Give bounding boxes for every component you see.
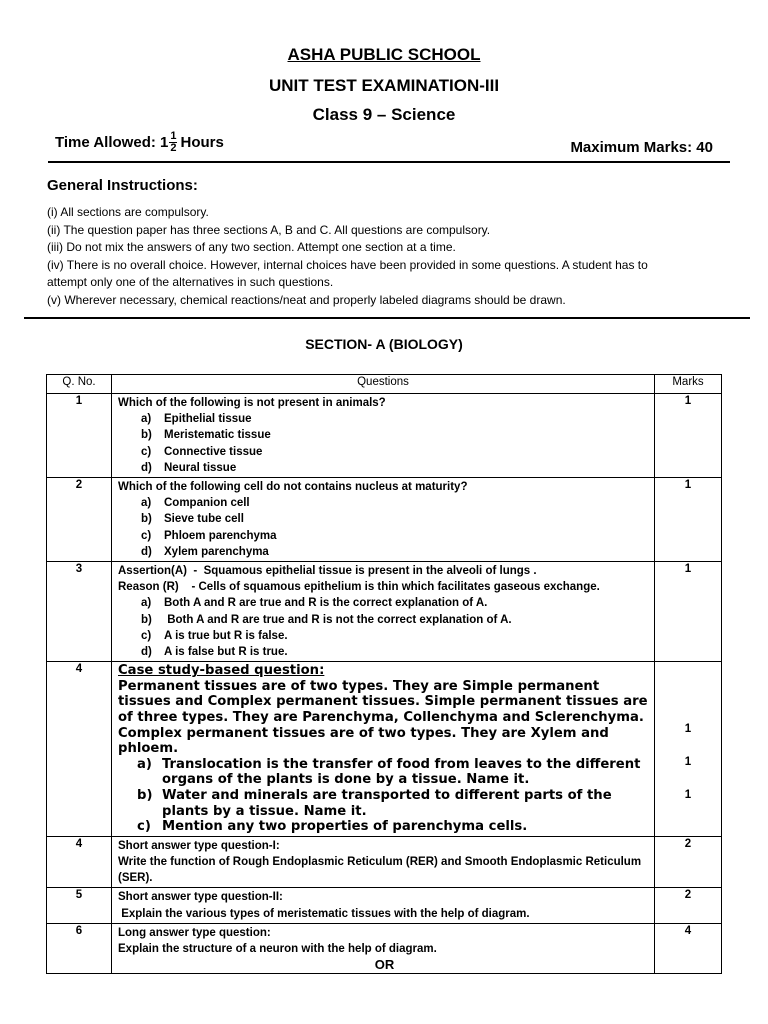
time-unit: Hours	[180, 134, 224, 151]
header-questions: Questions	[112, 375, 655, 394]
or-separator: OR	[374, 957, 395, 973]
sub-question-label: a)	[137, 756, 152, 772]
option-text: Neural tissue	[164, 461, 237, 474]
option-label: a)	[141, 413, 152, 426]
instruction-item: (ii) The question paper has three sections A, B and C. All questions are compulsory.	[47, 222, 491, 237]
question-number: 6	[47, 923, 112, 973]
option	[118, 628, 651, 644]
time-fraction-numerator: 1	[170, 130, 177, 142]
question-type: Long answer type question:	[118, 926, 271, 939]
option	[118, 595, 651, 611]
option-text: Phloem parenchyma	[164, 529, 277, 542]
assertion-text: Assertion(A) - Squamous epithelial tissue is present in the alveoli of lungs .	[118, 565, 537, 578]
option-label: b)	[141, 513, 152, 526]
question-marks: 2	[655, 836, 722, 888]
instruction-item: (v) Wherever necessary, chemical reactions/neat and properly labeled diagrams should be drawn.	[47, 292, 566, 307]
instruction-item: (iii) Do not mix the answers of any two section. Attempt one section at a time.	[47, 240, 456, 254]
option-label: a)	[141, 497, 152, 510]
question-cell	[112, 394, 655, 478]
question-cell	[112, 923, 655, 973]
option	[118, 612, 651, 628]
option-label: c)	[141, 629, 152, 642]
time-allowed	[55, 131, 224, 154]
option-text: Sieve tube cell	[164, 513, 244, 526]
option-label: d)	[141, 646, 152, 659]
table-row	[47, 888, 722, 923]
instruction-item: (iv) There is no overall choice. However, internal choices have been provided in some questions. A student has to	[47, 257, 648, 272]
instructions-title: General Instructions:	[47, 177, 198, 194]
option-label: d)	[141, 461, 152, 474]
header-qno: Q. No.	[47, 375, 112, 394]
option-text: Meristematic tissue	[164, 429, 271, 442]
sub-question-marks: 1	[684, 723, 692, 736]
option	[118, 411, 651, 427]
question-number: 4	[47, 662, 112, 837]
option	[118, 427, 651, 443]
section-title: SECTION- A (BIOLOGY)	[305, 336, 463, 352]
question-table	[46, 374, 722, 974]
option-label: a)	[141, 597, 152, 610]
table-header-row	[47, 375, 722, 394]
marks-spacer	[658, 663, 718, 723]
table-row	[47, 923, 722, 973]
school-name: ASHA PUBLIC SCHOOL	[287, 45, 481, 64]
question-cell	[112, 478, 655, 562]
option-text: Companion cell	[164, 497, 250, 510]
question-marks: 4	[655, 923, 722, 973]
question-number: 4	[47, 836, 112, 888]
option-label: b)	[141, 613, 152, 626]
question-marks: 2	[655, 888, 722, 923]
question-marks: 1	[655, 562, 722, 662]
question-number: 2	[47, 478, 112, 562]
option	[118, 511, 651, 527]
table-row	[47, 662, 722, 837]
option	[118, 495, 651, 511]
question-number: 3	[47, 562, 112, 662]
time-fraction	[169, 131, 177, 154]
option-text: Xylem parenchyma	[164, 545, 269, 558]
sub-question	[118, 819, 651, 835]
question-text: Which of the following is not present in animals?	[118, 397, 386, 409]
time-label: Time Allowed: 1	[55, 134, 169, 151]
class-subject: Class 9 – Science	[312, 105, 456, 124]
sub-question-label: b)	[137, 788, 153, 803]
table-row	[47, 478, 722, 562]
option	[118, 460, 651, 476]
option-label: c)	[141, 529, 152, 542]
case-study-marks	[655, 662, 722, 837]
question-text: Which of the following cell do not contains nucleus at maturity?	[118, 481, 468, 494]
sub-question-text: Water and minerals are transported to different parts of the plants by a tissue. Name it.	[162, 788, 612, 819]
question-text: Explain the structure of a neuron with the help of diagram.	[118, 943, 437, 955]
question-text: Explain the various types of meristematic tissues with the help of diagram.	[118, 907, 530, 920]
sub-question-text: Mention any two properties of parenchyma cells.	[162, 819, 528, 835]
option-text: A is true but R is false.	[164, 629, 288, 642]
option-text: A is false but R is true.	[164, 646, 288, 659]
instruction-item: (i) All sections are compulsory.	[47, 205, 209, 219]
option	[118, 444, 651, 460]
option-label: b)	[141, 429, 152, 442]
case-study-passage: Permanent tissues are of two types. They are Simple permanent tissues and Complex permanent tissues. Simple permanent tissues are of three types. They are Parenchyma, Collenchyma and Sclerenchyma. Complex permanent tissues are of two types. They are Xylem and phloem.	[118, 678, 648, 757]
question-marks: 1	[655, 478, 722, 562]
option-label: d)	[141, 545, 152, 558]
table-row	[47, 394, 722, 478]
reason-text: Reason (R) - Cells of squamous epithelium is thin which facilitates gaseous exchange.	[118, 581, 600, 594]
maximum-marks: Maximum Marks: 40	[570, 139, 713, 156]
case-study-heading: Case study-based question:	[118, 663, 325, 679]
sub-question-text: Translocation is the transfer of food from leaves to the different organs of the plants is done by a tissue. Name it.	[162, 756, 641, 788]
question-text: Write the function of Rough Endoplasmic Reticulum (RER) and Smooth Endoplasmic Reticulum (SER).	[118, 855, 642, 885]
option-text: Connective tissue	[164, 445, 263, 458]
sub-question-marks: 1	[684, 756, 692, 769]
table-row	[47, 836, 722, 888]
case-study-cell	[112, 662, 655, 837]
question-type: Short answer type question-I:	[118, 839, 280, 852]
header-marks: Marks	[655, 375, 722, 394]
option-text: Both A and R are true and R is the correct explanation of A.	[164, 597, 488, 610]
sub-question-label: c)	[137, 819, 151, 835]
question-cell	[112, 836, 655, 888]
option-label: c)	[141, 445, 152, 458]
instructions-list	[47, 204, 737, 309]
instructions-divider	[24, 317, 750, 319]
question-type: Short answer type question-II:	[118, 891, 283, 904]
time-fraction-denominator: 2	[170, 142, 177, 154]
question-number: 1	[47, 394, 112, 478]
header-divider	[48, 161, 730, 163]
question-cell	[112, 888, 655, 923]
question-cell	[112, 562, 655, 662]
sub-question	[118, 788, 651, 819]
option-text: Epithelial tissue	[164, 413, 252, 426]
question-number: 5	[47, 888, 112, 923]
table-row	[47, 562, 722, 662]
sub-question	[118, 757, 651, 788]
exam-title: UNIT TEST EXAMINATION-III	[268, 76, 500, 95]
option-text: Both A and R are true and R is not the correct explanation of A.	[164, 613, 512, 626]
instruction-item: attempt only one of the alternatives in such questions.	[47, 275, 334, 289]
option	[118, 544, 651, 560]
question-marks: 1	[655, 394, 722, 478]
sub-question-marks: 1	[684, 789, 692, 802]
option	[118, 644, 651, 660]
option	[118, 528, 651, 544]
